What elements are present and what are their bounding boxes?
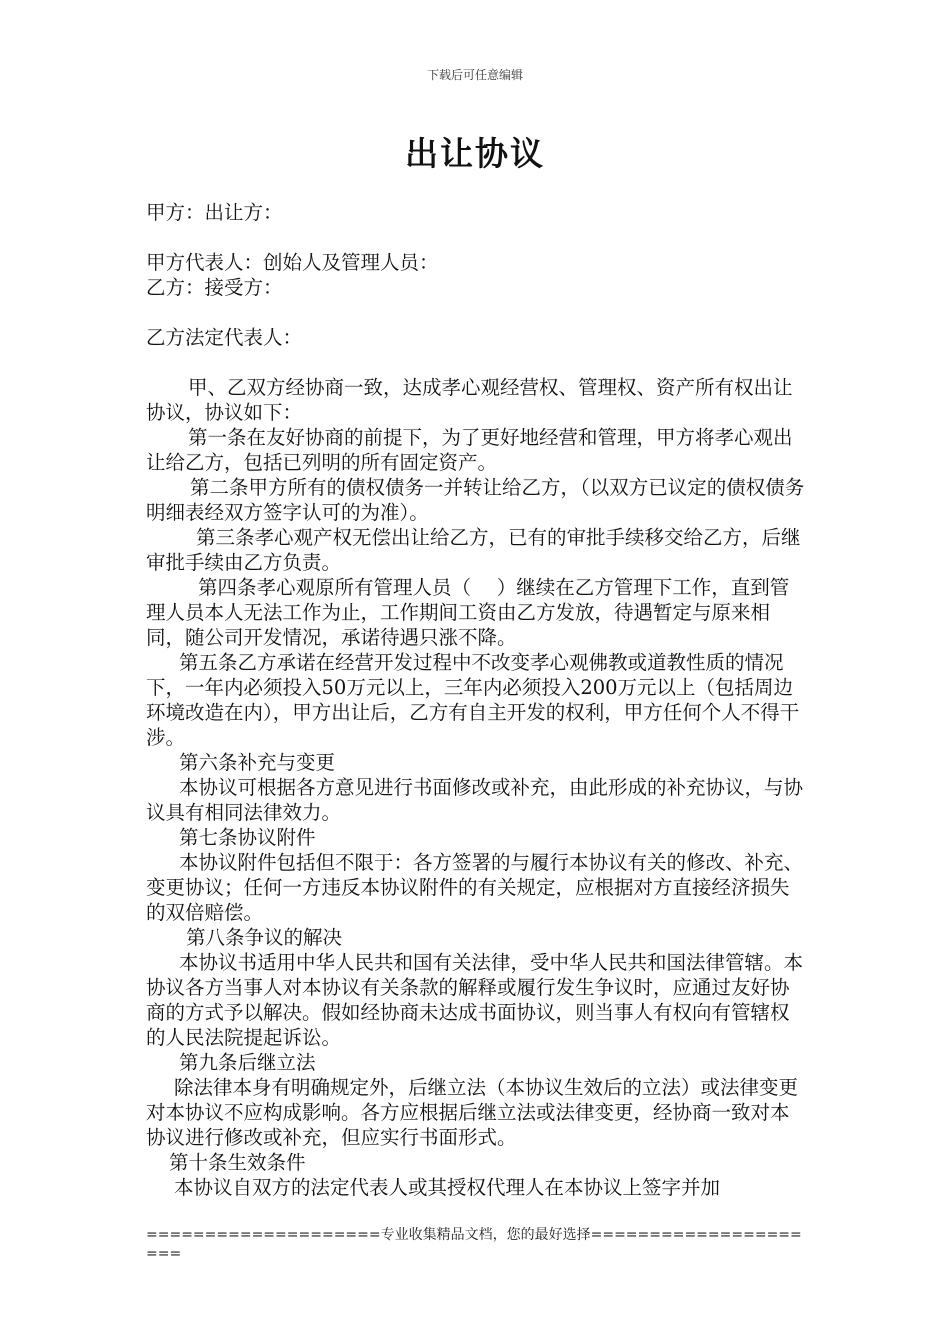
article-5: 第五条乙方承诺在经营开发过程中不改变孝心观佛教或道教性质的情况下，一年内必须投入50万元以上，三年内必须投入200万元以上（包括周边环境改造在内），甲方出让后，乙方有自主开发的权利，甲方任何个人不得干涉。 xyxy=(146,651,800,749)
document-title: 出让协议 xyxy=(405,134,545,173)
article-7-text: 本协议附件包括但不限于：各方签署的与履行本协议有关的修改、补充、变更协议；任何一方违反本协议附件的有关规定，应根据对方直接经济损失的双倍赔偿。 xyxy=(146,851,804,924)
article-1: 第一条在友好协商的前提下，为了更好地经营和管理，甲方将孝心观出让给乙方，包括已列明的所有固定资产。 xyxy=(146,426,793,474)
article-9-text: 除法律本身有明确规定外，后继立法（本协议生效后的立法）或法律变更对本协议不应构成影响。各方应根据后继立法或法律变更，经协商一致对本协议进行修改或补充，但应实行书面形式。 xyxy=(146,1076,799,1149)
article-10-text: 本协议自双方的法定代表人或其授权代理人在本协议上签字并加 xyxy=(174,1176,721,1199)
article-4: 第四条孝心观原所有管理人员（ ）继续在乙方管理下工作，直到管理人员本人无法工作为止，工作期间工资由乙方发放，待遇暂定与原来相同，随公司开发情况，承诺待遇只涨不降。 xyxy=(146,576,790,649)
party-b-rep-line: 乙方法定代表人： xyxy=(146,326,303,349)
party-a-line: 甲方：出让方： xyxy=(146,201,283,224)
page-footer: ====================专业收集精品文档，您的最好选择===================== xyxy=(146,1227,802,1262)
article-8-text: 本协议书适用中华人民共和国有关法律，受中华人民共和国法律管辖。本协议各方当事人对本协议有关条款的解释或履行发生争议时，应通过友好协商的方式予以解决。假如经协商未达成书面协议，则当事人有权向有管辖权的人民法院提起诉讼。 xyxy=(146,951,804,1049)
intro-paragraph: 甲、乙双方经协商一致，达成孝心观经营权、管理权、资产所有权出让协议，协议如下： xyxy=(146,376,793,424)
party-b-line: 乙方：接受方： xyxy=(146,276,283,299)
article-6-text: 本协议可根据各方意见进行书面修改或补充，由此形成的补充协议，与协议具有相同法律效力。 xyxy=(146,776,804,824)
party-a-rep-line: 甲方代表人：创始人及管理人员： xyxy=(146,251,439,274)
article-10-title: 第十条生效条件 xyxy=(169,1151,306,1174)
document-body xyxy=(146,200,808,1200)
article-6-title: 第六条补充与变更 xyxy=(179,751,336,774)
article-3: 第三条孝心观产权无偿出让给乙方，已有的审批手续移交给乙方，后继审批手续由乙方负责。 xyxy=(146,526,801,574)
article-7-title: 第七条协议附件 xyxy=(179,826,316,849)
article-9-title: 第九条后继立法 xyxy=(179,1051,316,1074)
article-2: 第二条甲方所有的债权债务一并转让给乙方，（以双方已议定的债权债务明细表经双方签字认可的为准）。 xyxy=(146,476,805,524)
article-8-title: 第八条争议的解决 xyxy=(186,926,343,949)
page-header: 下载后可任意编辑 xyxy=(426,68,523,82)
